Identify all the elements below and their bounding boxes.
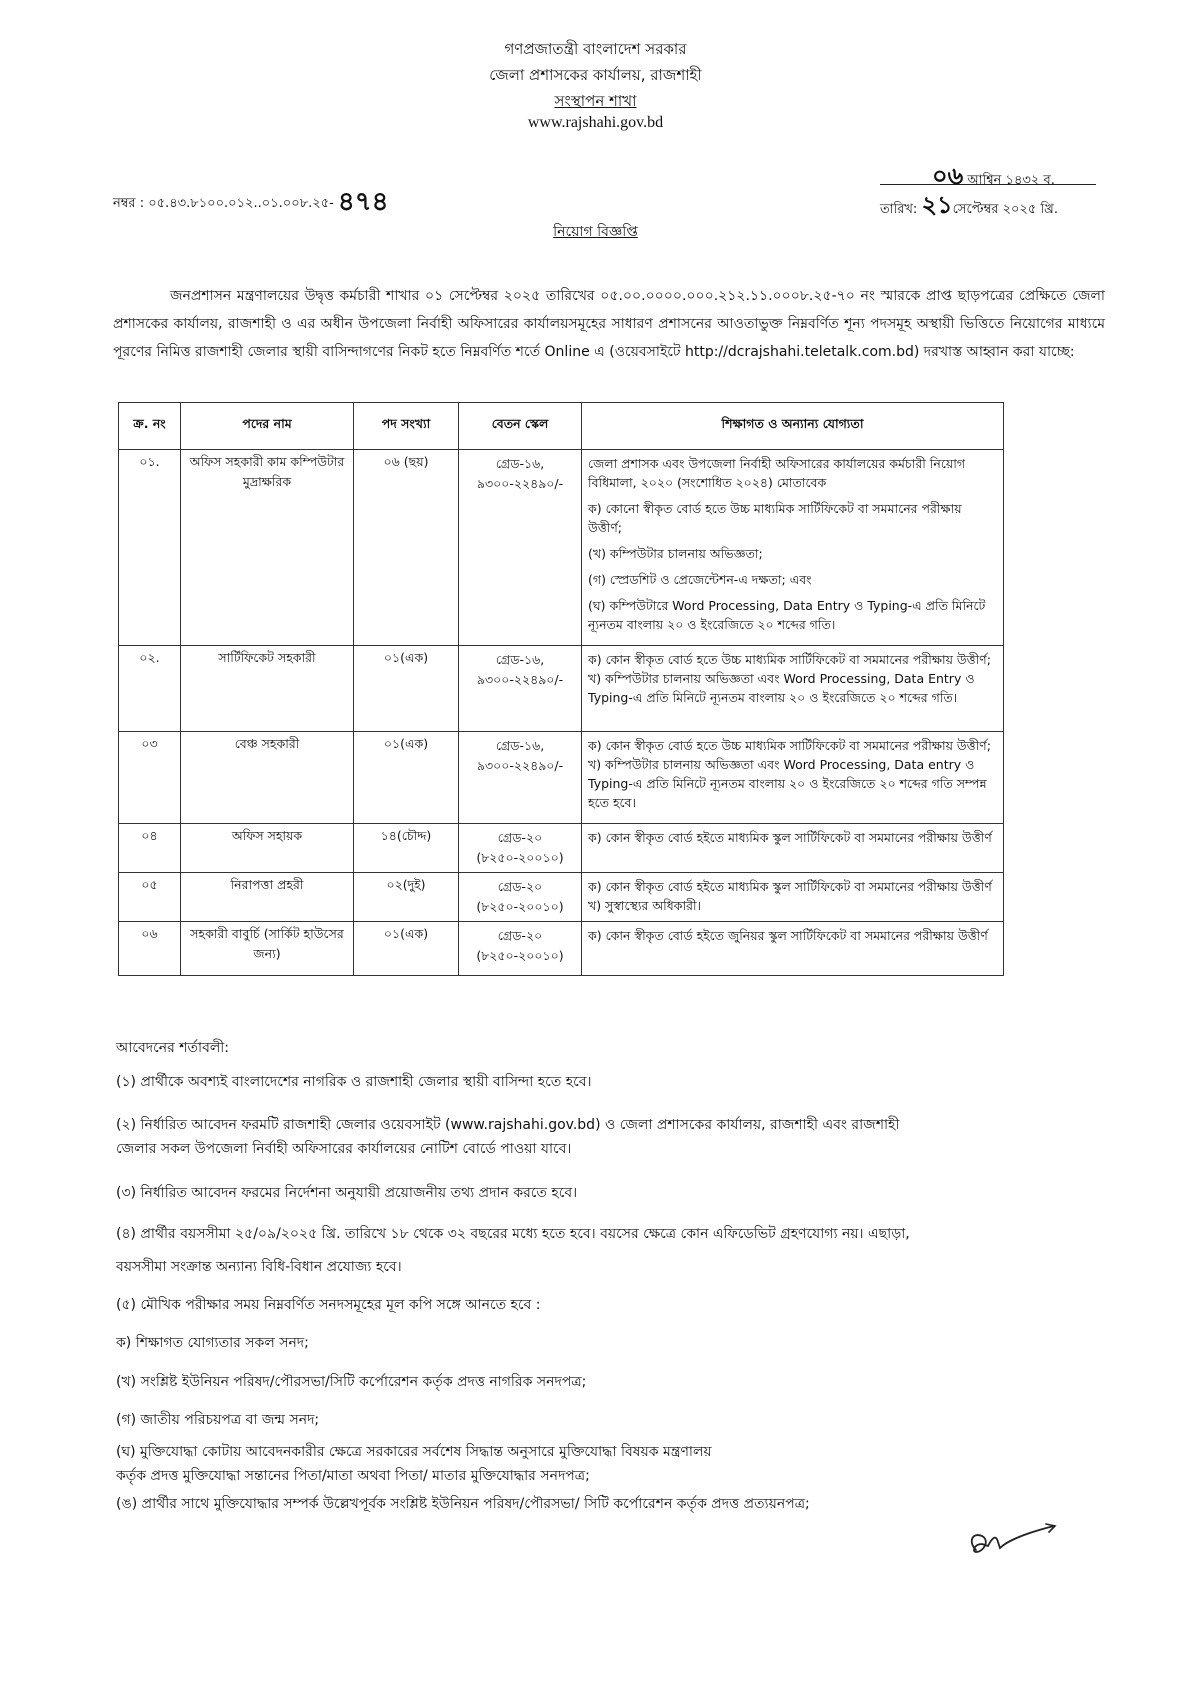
cell-pay-scale: গ্রেড-১৬, ৯৩০০-২২৪৯০/-	[459, 732, 582, 824]
intro-paragraph	[113, 282, 1105, 366]
document-item: ক) শিক্ষাগত যোগ্যতার সকল সনদ;	[116, 1335, 309, 1351]
cell-pay-scale: গ্রেড-২০ (৮২৫০-২০০১০)	[459, 824, 582, 873]
cell-post-name: নিরাপত্তা প্রহরী	[181, 873, 354, 922]
qualification-line: ক) কোন স্বীকৃত বোর্ড হতে উচ্চ মাধ্যমিক সার্টিফিকেট বা সমমানের পরীক্ষায় উত্তীর্ণ; খ) কম্পিউটার চালনায় অভিজ্ঞতা এবং Word Processing, Data entry ও Typing-এ প্রতি মিনিটে ন্যূনতম বাংলায় ২০ ও ইংরেজিতে ২০ শব্দের গতি সম্পন্ন হতে হবে।	[588, 738, 991, 810]
cell-qualification	[582, 732, 1004, 824]
qualification-line: ক) কোনো স্বীকৃত বোর্ড হতে উচ্চ মাধ্যমিক সার্টিফিকেট বা সমমানের পরীক্ষায় উত্তীর্ণ;	[588, 501, 962, 535]
qualification-line: ক) কোন স্বীকৃত বোর্ড হতে উচ্চ মাধ্যমিক সার্টিফিকেট বা সমমানের পরীক্ষায় উত্তীর্ণ; খ) কম্পিউটার চালনায় অভিজ্ঞতা এবং Word Processing, Data Entry ও Typing-এ প্রতি মিনিটে ন্যূনতম বাংলায় ২০ ও ইংরেজিতে ২০ শব্দের গতি।	[588, 652, 991, 705]
cell-pay-scale: গ্রেড-২০ (৮২৫০-২০০১০)	[459, 873, 582, 922]
qualification-line: জেলা প্রশাসক এবং উপজেলা নির্বাহী অফিসারের কার্যালয়ের কর্মচারী নিয়োগ বিধিমালা, ২০২০ (সংশোধিত ২০২৪) মোতাবেক	[588, 456, 966, 490]
cell-post-count: ১৪(চৌদ্দ)	[354, 824, 459, 873]
condition-item: (২) নির্ধারিত আবেদন ফরমটি রাজশাহী জেলার ওয়েবসাইট (www.rajshahi.gov.bd) ও জেলা প্রশাসকের কার্যালয়, রাজশাহী এবং রাজশাহী	[116, 1117, 900, 1133]
cell-serial: ০৫	[119, 873, 181, 922]
header-office: জেলা প্রশাসকের কার্যালয়, রাজশাহী	[489, 66, 702, 84]
document-item: (ঙ) প্রার্থীর সাথে মুক্তিযোদ্ধার সম্পর্ক উল্লেখপূর্বক সংশ্লিষ্ট ইউনিয়ন পরিষদ/পৌরসভা/ সিটি কর্পোরেশন কর্তৃক প্রদত্ত প্রত্যয়নপত্র;	[116, 1496, 810, 1512]
cell-qualification	[582, 450, 1004, 646]
table-row	[119, 450, 1004, 646]
cell-serial: ০৩	[119, 732, 181, 824]
signature-icon	[962, 1516, 1062, 1566]
date-english	[880, 184, 1096, 219]
date-english-day: ২১	[921, 190, 953, 219]
col-pay-scale: বেতন স্কেল	[459, 403, 582, 450]
col-serial: ক্র. নং	[119, 403, 181, 450]
date-label: তারিখ:	[880, 202, 918, 217]
date-bangla	[880, 158, 1096, 190]
header-website: www.rajshahi.gov.bd	[527, 114, 664, 131]
condition-item-continued: বয়সসীমা সংক্রান্ত অন্যান্য বিধি-বিধান প্রযোজ্য হবে।	[116, 1259, 402, 1275]
condition-item: (৩) নির্ধারিত আবেদন ফরমের নির্দেশনা অনুযায়ী প্রয়োজনীয় তথ্য প্রদান করতে হবে।	[116, 1185, 578, 1201]
cell-post-name: বেঞ্চ সহকারী	[181, 732, 354, 824]
memo-date	[880, 158, 1096, 219]
intro-text: জনপ্রশাসন মন্ত্রণালয়ের উদ্বৃত্ত কর্মচারী শাখার ০১ সেপ্টেম্বর ২০২৫ তারিখের ০৫.০০.০০০০.০০০.২১২.১১.০০০৮.২৫-৭০ নং স্মারকে প্রাপ্ত ছাড়পত্রের প্রেক্ষিতে জেলা প্রশাসকের কার্যালয়, রাজশাহী ও এর অধীন উপজেলা নির্বাহী অফিসারের কার্যালয়সমূহের সাধারণ প্রশাসনের আওতাভুক্ত নিম্নবর্ণিত শূন্য পদসমূহ অস্থায়ী ভিত্তিতে নিয়োগের মাধ্যমে পূরণের নিমিত্ত রাজশাহী জেলার স্থায়ী বাসিন্দাগণের নিকট হতে নিম্নবর্ণিত শর্তে Online এ (ওয়েবসাইটে http://dcrajshahi.teletalk.com.bd) দরখাস্ত আহ্বান করা যাচ্ছে:	[113, 288, 1105, 360]
qualification-line: ক) কোন স্বীকৃত বোর্ড হইতে জুনিয়র স্কুল সার্টিফিকেট বা সমমানের পরীক্ষায় উত্তীর্ণ	[588, 928, 988, 943]
cell-qualification	[582, 922, 1004, 976]
date-bangla-day: ০৬	[932, 161, 964, 190]
cell-post-name: অফিস সহকারী কাম কম্পিউটার মুদ্রাক্ষরিক	[181, 450, 354, 646]
qualification-line: (ঘ) কম্পিউটারে Word Processing, Data Entry ও Typing-এ প্রতি মিনিটে ন্যূনতম বাংলায় ২০ ও ইংরেজিতে ২০ শব্দের গতি।	[588, 598, 986, 632]
document-item: (ঘ) মুক্তিযোদ্ধা কোটায় আবেদনকারীর ক্ষেত্রে সরকারের সর্বশেষ সিদ্ধান্ত অনুসারে মুক্তিযোদ্ধা বিষয়ক মন্ত্রণালয়	[116, 1444, 712, 1460]
cell-post-count: ০১(এক)	[354, 732, 459, 824]
table-row	[119, 824, 1004, 873]
cell-qualification	[582, 873, 1004, 922]
cell-qualification	[582, 824, 1004, 873]
posts-table	[118, 402, 1004, 976]
cell-qualification	[582, 646, 1004, 732]
cell-post-name: অফিস সহায়ক	[181, 824, 354, 873]
cell-serial: ০৪	[119, 824, 181, 873]
qualification-line: ক) কোন স্বীকৃত বোর্ড হইতে মাধ্যমিক স্কুল সার্টিফিকেট বা সমমানের পরীক্ষায় উত্তীর্ণ খ) সুস্বাস্থ্যের অধিকারী।	[588, 879, 992, 913]
cell-post-count: ০২(দুই)	[354, 873, 459, 922]
notice-title: নিয়োগ বিজ্ঞপ্তি	[553, 224, 638, 240]
condition-item: (৪) প্রার্থীর বয়সসীমা ২৫/০৯/২০২৫ খ্রি. তারিখে ১৮ থেকে ৩২ বছরের মধ্যে হতে হবে। বয়সের ক্ষেত্রে কোন এফিডেভিট গ্রহণযোগ্য নয়। এছাড়া,	[116, 1226, 910, 1242]
memo-number	[113, 181, 389, 225]
table-row	[119, 646, 1004, 732]
date-english-month: সেপ্টেম্বর ২০২৫ খ্রি.	[952, 202, 1058, 217]
document-item: (গ) জাতীয় পরিচয়পত্র বা জন্ম সনদ;	[116, 1412, 320, 1428]
table-row	[119, 922, 1004, 976]
qualification-line: ক) কোন স্বীকৃত বোর্ড হইতে মাধ্যমিক স্কুল সার্টিফিকেট বা সমমানের পরীক্ষায় উত্তীর্ণ	[588, 830, 992, 845]
condition-item-continued: জেলার সকল উপজেলা নির্বাহী অফিসারের কার্যালয়ের নোটিশ বোর্ডে পাওয়া যাবে।	[116, 1141, 572, 1157]
qualification-line: (গ) স্প্রেডশিট ও প্রেজেন্টেশন-এ দক্ষতা; এবং	[588, 572, 812, 587]
cell-pay-scale: গ্রেড-১৬, ৯৩০০-২২৪৯০/-	[459, 646, 582, 732]
condition-item: (১) প্রার্থীকে অবশ্যই বাংলাদেশের নাগরিক ও রাজশাহী জেলার স্থায়ী বাসিন্দা হতে হবে।	[116, 1074, 592, 1090]
col-post-name: পদের নাম	[181, 403, 354, 450]
cell-post-count: ০৬ (ছয়)	[354, 450, 459, 646]
memo-number-handwritten: ৪৭৪	[337, 187, 389, 217]
cell-post-count: ০১(এক)	[354, 922, 459, 976]
cell-serial: ০২.	[119, 646, 181, 732]
cell-serial: ০১.	[119, 450, 181, 646]
col-post-count: পদ সংখ্যা	[354, 403, 459, 450]
table-header-row	[119, 403, 1004, 450]
cell-post-name: সহকারী বাবুর্চি (সার্কিট হাউসের জন্য)	[181, 922, 354, 976]
document-item: (খ) সংশ্লিষ্ট ইউনিয়ন পরিষদ/পৌরসভা/সিটি কর্পোরেশন কর্তৃক প্রদত্ত নাগরিক সনদপত্র;	[116, 1374, 587, 1390]
condition-item: (৫) মৌখিক পরীক্ষার সময় নিম্নবর্ণিত সনদসমূহের মূল কপি সঙ্গে আনতে হবে :	[116, 1297, 541, 1313]
date-bangla-month: আশ্বিন ১৪৩২ ব.	[967, 173, 1055, 188]
document-item-continued: কর্তৃক প্রদত্ত মুক্তিযোদ্ধা সন্তানের পিতা/মাতা অথবা পিতা/ মাতার মুক্তিযোদ্ধার সনদপত্র;	[116, 1468, 590, 1484]
cell-post-count: ০১(এক)	[354, 646, 459, 732]
cell-serial: ০৬	[119, 922, 181, 976]
col-qualification: শিক্ষাগত ও অন্যান্য যোগ্যতা	[582, 403, 1004, 450]
memo-number-label: নম্বর : ০৫.৪৩.৮১০০.০১২..০১.০০৮.২৫-	[113, 196, 334, 211]
cell-pay-scale: গ্রেড-১৬, ৯৩০০-২২৪৯০/-	[459, 450, 582, 646]
header-government: গণপ্রজাতন্ত্রী বাংলাদেশ সরকার	[504, 40, 687, 58]
header-section: সংস্থাপন শাখা	[554, 92, 637, 110]
conditions-title: আবেদনের শর্তাবলী:	[116, 1040, 230, 1056]
table-row	[119, 732, 1004, 824]
table-row	[119, 873, 1004, 922]
qualification-line: (খ) কম্পিউটার চালনায় অভিজ্ঞতা;	[588, 546, 763, 561]
cell-pay-scale: গ্রেড-২০ (৮২৫০-২০০১০)	[459, 922, 582, 976]
cell-post-name: সার্টিফিকেট সহকারী	[181, 646, 354, 732]
